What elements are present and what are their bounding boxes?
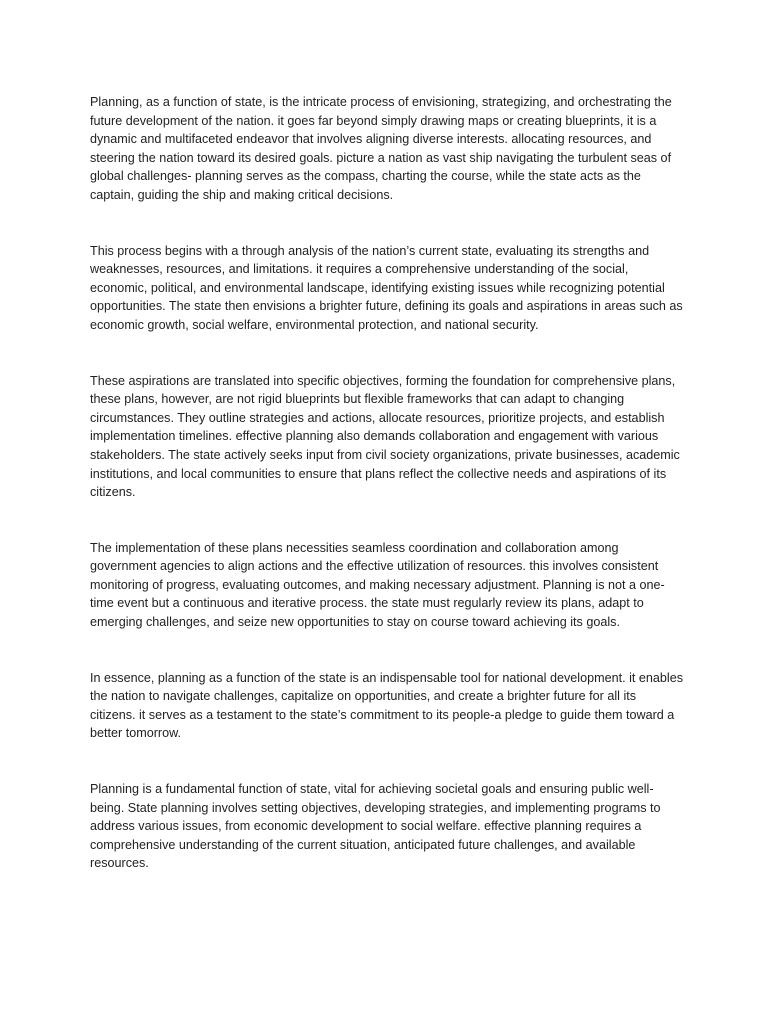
- paragraph-6: Planning is a fundamental function of state, vital for achieving societal goals and ensuring public well-being. State planning involves setting objectives, developing strategies, and implementing programs to address various issues, from economic development to social welfare. effective planning requires a comprehensive understanding of the current situation, anticipated future challenges, and available resources.: [90, 782, 661, 871]
- paragraph-5: In essence, planning as a function of the state is an indispensable tool for national development. it enables the nation to navigate challenges, capitalize on opportunities, and create a brighter future for all its citizens. it serves as a testament to the state’s commitment to its people-a pledge to guide them toward a better tomorrow.: [90, 670, 684, 741]
- document-page: [90, 93, 685, 910]
- paragraph-1: Planning, as a function of state, is the intricate process of envisioning, strategizing, and orchestrating the future development of the nation. it goes far beyond simply drawing maps or creating blueprints, it is a dynamic and multifaceted endeavor that involves aligning diverse interests. allocating resources, and steering the nation toward its desired goals. picture a nation as vast ship navigating the turbulent seas of global challenges- planning serves as the compass, charting the course, while the state acts as the captain, guiding the ship and making critical decisions.: [90, 95, 672, 202]
- paragraph-4: The implementation of these plans necessities seamless coordination and collaboration among government agencies to align actions and the effective utilization of resources. this involves consistent monitoring of progress, evaluating outcomes, and making necessary adjustment. Planning is not a one-time event but a continuous and iterative process. the state must regularly review its plans, adapt to emerging challenges, and seize new opportunities to stay on course toward achieving its goals.: [90, 540, 665, 630]
- paragraph-3: These aspirations are translated into specific objectives, forming the foundation for comprehensive plans, these plans, however, are not rigid blueprints but flexible frameworks that can adapt to changing circumstances. They outline strategies and actions, allocate resources, prioritize projects, and establish implementation timelines. effective planning also demands collaboration and engagement with various stakeholders. The state actively seeks input from civil society organizations, private businesses, academic institutions, and local communities to ensure that plans reflect the collective needs and aspirations of its citizens.: [90, 373, 680, 500]
- paragraph-2: This process begins with a through analysis of the nation’s current state, evaluating its strengths and weaknesses, resources, and limitations. it requires a comprehensive understanding of the social, economic, political, and environmental landscape, identifying existing issues while recognizing potential opportunities. The state then envisions a brighter future, defining its goals and aspirations in areas such as economic growth, social welfare, environmental protection, and national security.: [90, 243, 683, 332]
